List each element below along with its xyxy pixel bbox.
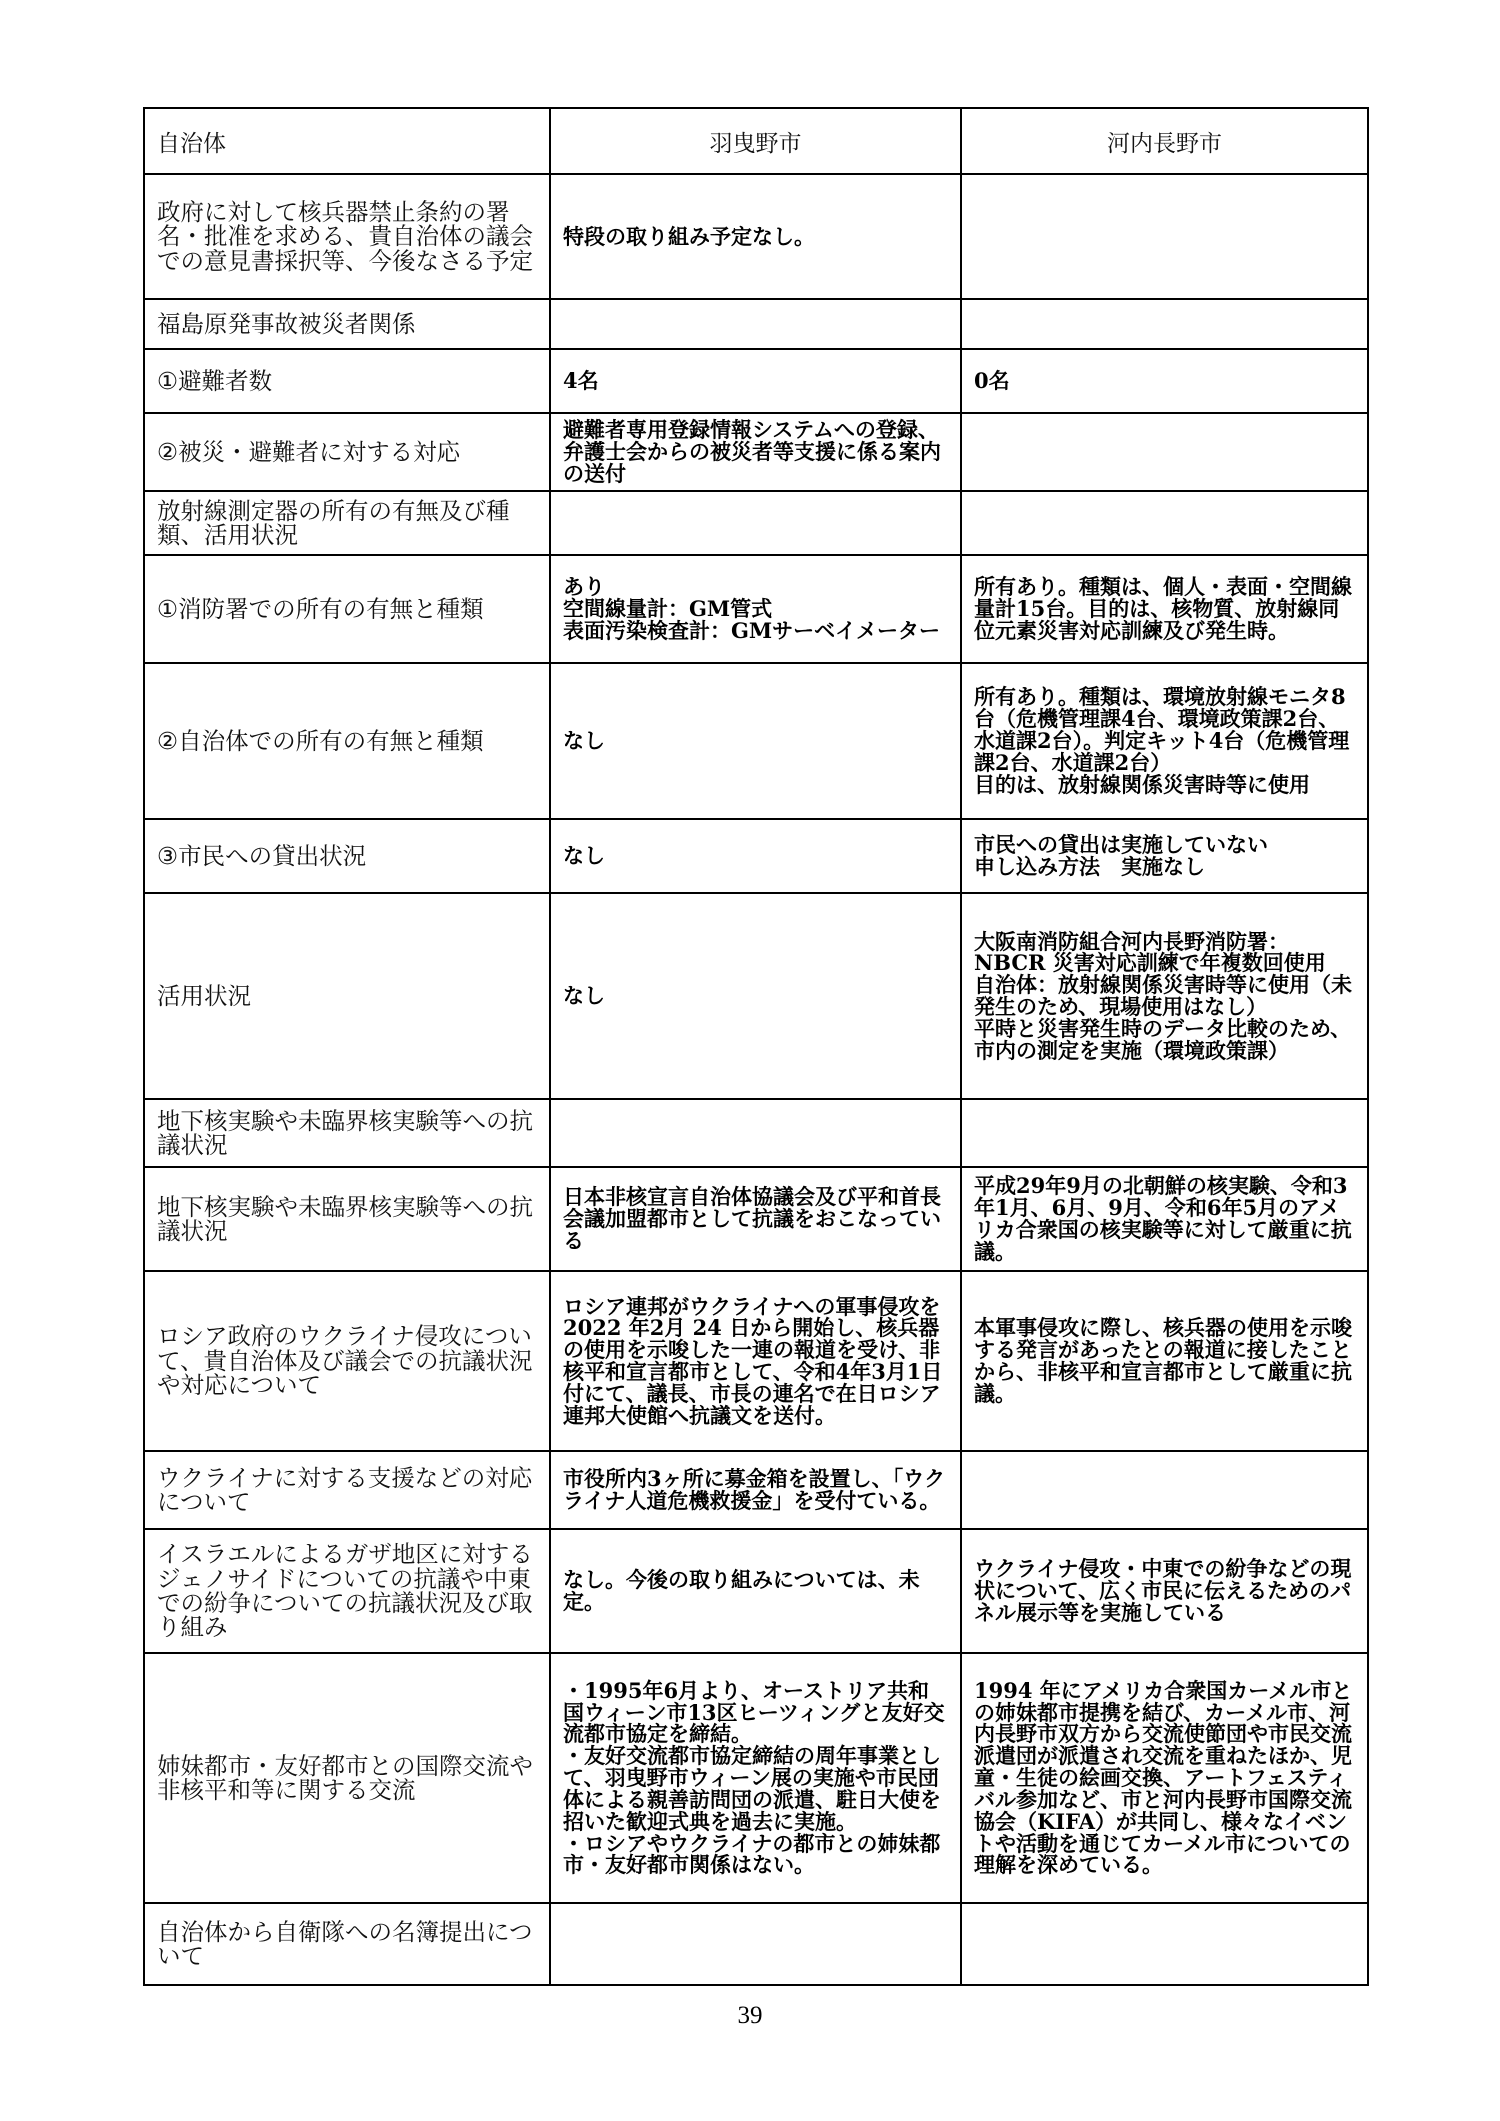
row-label: ②被災・避難者に対する対応 <box>144 413 550 491</box>
habikino-cell <box>550 299 961 349</box>
table-row <box>144 1529 1368 1653</box>
table-row <box>144 663 1368 819</box>
habikino-cell: 避難者専用登録情報システムへの登録、弁護士会からの被災者等支援に係る案内の送付 <box>550 413 961 491</box>
table-row <box>144 555 1368 663</box>
row-label: 政府に対して核兵器禁止条約の署名・批准を求める、貴自治体の議会での意見書採択等、今後なさる予定 <box>144 174 550 299</box>
table-row <box>144 299 1368 349</box>
habikino-cell: ロシア連邦がウクライナへの軍事侵攻を 2022 年2月 24 日から開始し、核兵器の使用を示唆した一連の報道を受け、非核平和宣言都市として、令和4年3月1日付にて、議長、市長の連名で在日ロシア連邦大使館へ抗議文を送付。 <box>550 1271 961 1451</box>
kawachinagano-cell <box>961 1099 1368 1167</box>
kawachinagano-cell <box>961 174 1368 299</box>
kawachinagano-cell: ウクライナ侵攻・中東での紛争などの現状について、広く市民に伝えるためのパネル展示等を実施している <box>961 1529 1368 1653</box>
habikino-cell: なし。今後の取り組みについては、未定。 <box>550 1529 961 1653</box>
habikino-cell: 市役所内3ヶ所に募金箱を設置し、「ウクライナ人道危機救援金」を受付ている。 <box>550 1451 961 1529</box>
row-label: 福島原発事故被災者関係 <box>144 299 550 349</box>
row-label: 放射線測定器の所有の有無及び種類、活用状況 <box>144 491 550 555</box>
table-row <box>144 491 1368 555</box>
row-label: ロシア政府のウクライナ侵攻について、貴自治体及び議会での抗議状況や対応について <box>144 1271 550 1451</box>
habikino-cell <box>550 1099 961 1167</box>
kawachinagano-cell <box>961 1903 1368 1985</box>
kawachinagano-cell: 所有あり。種類は、環境放射線モニタ8台（危機管理課4台、環境政策課2台、水道課2台）。判定キット4台（危機管理課2台、水道課2台） 目的は、放射線関係災害時等に使用 <box>961 663 1368 819</box>
habikino-cell <box>550 1903 961 1985</box>
kawachinagano-cell: 平成29年9月の北朝鮮の核実験、令和3年1月、6月、9月、令和6年5月のアメリカ合衆国の核実験等に対して厳重に抗議。 <box>961 1167 1368 1271</box>
kawachinagano-cell <box>961 299 1368 349</box>
table-row <box>144 1653 1368 1903</box>
habikino-cell: なし <box>550 893 961 1099</box>
row-label: ①消防署での所有の有無と種類 <box>144 555 550 663</box>
row-label: 地下核実験や未臨界核実験等への抗議状況 <box>144 1167 550 1271</box>
table-row <box>144 893 1368 1099</box>
table-row <box>144 413 1368 491</box>
habikino-cell: ・1995年6月より、オーストリア共和国ウィーン市13区ヒーツィングと友好交流都市協定を締結。 ・友好交流都市協定締結の周年事業として、羽曳野市ウィーン展の実施や市民団体による親善訪問団の派遣、駐日大使を招いた歓迎式典を過去に実施。 ・ロシアやウクライナの都市との姉妹都市・友好都市関係はない。 <box>550 1653 961 1903</box>
habikino-cell: なし <box>550 819 961 893</box>
table-row <box>144 1451 1368 1529</box>
habikino-cell: なし <box>550 663 961 819</box>
row-label: ③市民への貸出状況 <box>144 819 550 893</box>
row-label: 姉妹都市・友好都市との国際交流や非核平和等に関する交流 <box>144 1653 550 1903</box>
table-row <box>144 1271 1368 1451</box>
page-number: 39 <box>737 2002 763 2029</box>
header-municipality: 自治体 <box>144 108 550 174</box>
habikino-cell: 日本非核宣言自治体協議会及び平和首長会議加盟都市として抗議をおこなっている <box>550 1167 961 1271</box>
header-row <box>144 108 1368 174</box>
row-label: ウクライナに対する支援などの対応について <box>144 1451 550 1529</box>
header-kawachinagano: 河内長野市 <box>961 108 1368 174</box>
table-row <box>144 349 1368 413</box>
kawachinagano-cell: 1994 年にアメリカ合衆国カーメル市との姉妹都市提携を結び、カーメル市、河内長野市双方から交流使節団や市民交流派遣団が派遣され交流を重ねたほか、児童・生徒の絵画交換、アートフェスティバル参加など、市と河内長野市国際交流協会（KIFA）が共同し、様々なイベントや活動を通じてカーメル市についての理解を深めている。 <box>961 1653 1368 1903</box>
kawachinagano-cell: 0名 <box>961 349 1368 413</box>
header-habikino: 羽曳野市 <box>550 108 961 174</box>
row-label: 地下核実験や未臨界核実験等への抗議状況 <box>144 1099 550 1167</box>
habikino-cell <box>550 491 961 555</box>
table-row <box>144 1099 1368 1167</box>
table-row <box>144 1167 1368 1271</box>
table-row <box>144 174 1368 299</box>
kawachinagano-cell: 所有あり。種類は、個人・表面・空間線量計15台。目的は、核物質、放射線同位元素災害対応訓練及び発生時。 <box>961 555 1368 663</box>
row-label: 活用状況 <box>144 893 550 1099</box>
row-label: 自治体から自衛隊への名簿提出について <box>144 1903 550 1985</box>
kawachinagano-cell: 本軍事侵攻に際し、核兵器の使用を示唆する発言があったとの報道に接したことから、非核平和宣言都市として厳重に抗議。 <box>961 1271 1368 1451</box>
habikino-cell: 特段の取り組み予定なし。 <box>550 174 961 299</box>
kawachinagano-cell: 大阪南消防組合河内長野消防署：NBCR 災害対応訓練で年複数回使用 自治体：放射線関係災害時等に使用（未発生のため、現場使用はなし） 平時と災害発生時のデータ比較のため、市内の測定を実施（環境政策課） <box>961 893 1368 1099</box>
kawachinagano-cell <box>961 413 1368 491</box>
municipality-survey-table <box>143 107 1369 1986</box>
row-label: イスラエルによるガザ地区に対するジェノサイドについての抗議や中東での紛争についての抗議状況及び取り組み <box>144 1529 550 1653</box>
row-label: ①避難者数 <box>144 349 550 413</box>
table-row <box>144 819 1368 893</box>
kawachinagano-cell <box>961 1451 1368 1529</box>
habikino-cell: 4名 <box>550 349 961 413</box>
habikino-cell: あり 空間線量計：GM管式 表面汚染検査計：GMサーベイメーター <box>550 555 961 663</box>
table-row <box>144 1903 1368 1985</box>
row-label: ②自治体での所有の有無と種類 <box>144 663 550 819</box>
kawachinagano-cell: 市民への貸出は実施していない 申し込み方法 実施なし <box>961 819 1368 893</box>
kawachinagano-cell <box>961 491 1368 555</box>
